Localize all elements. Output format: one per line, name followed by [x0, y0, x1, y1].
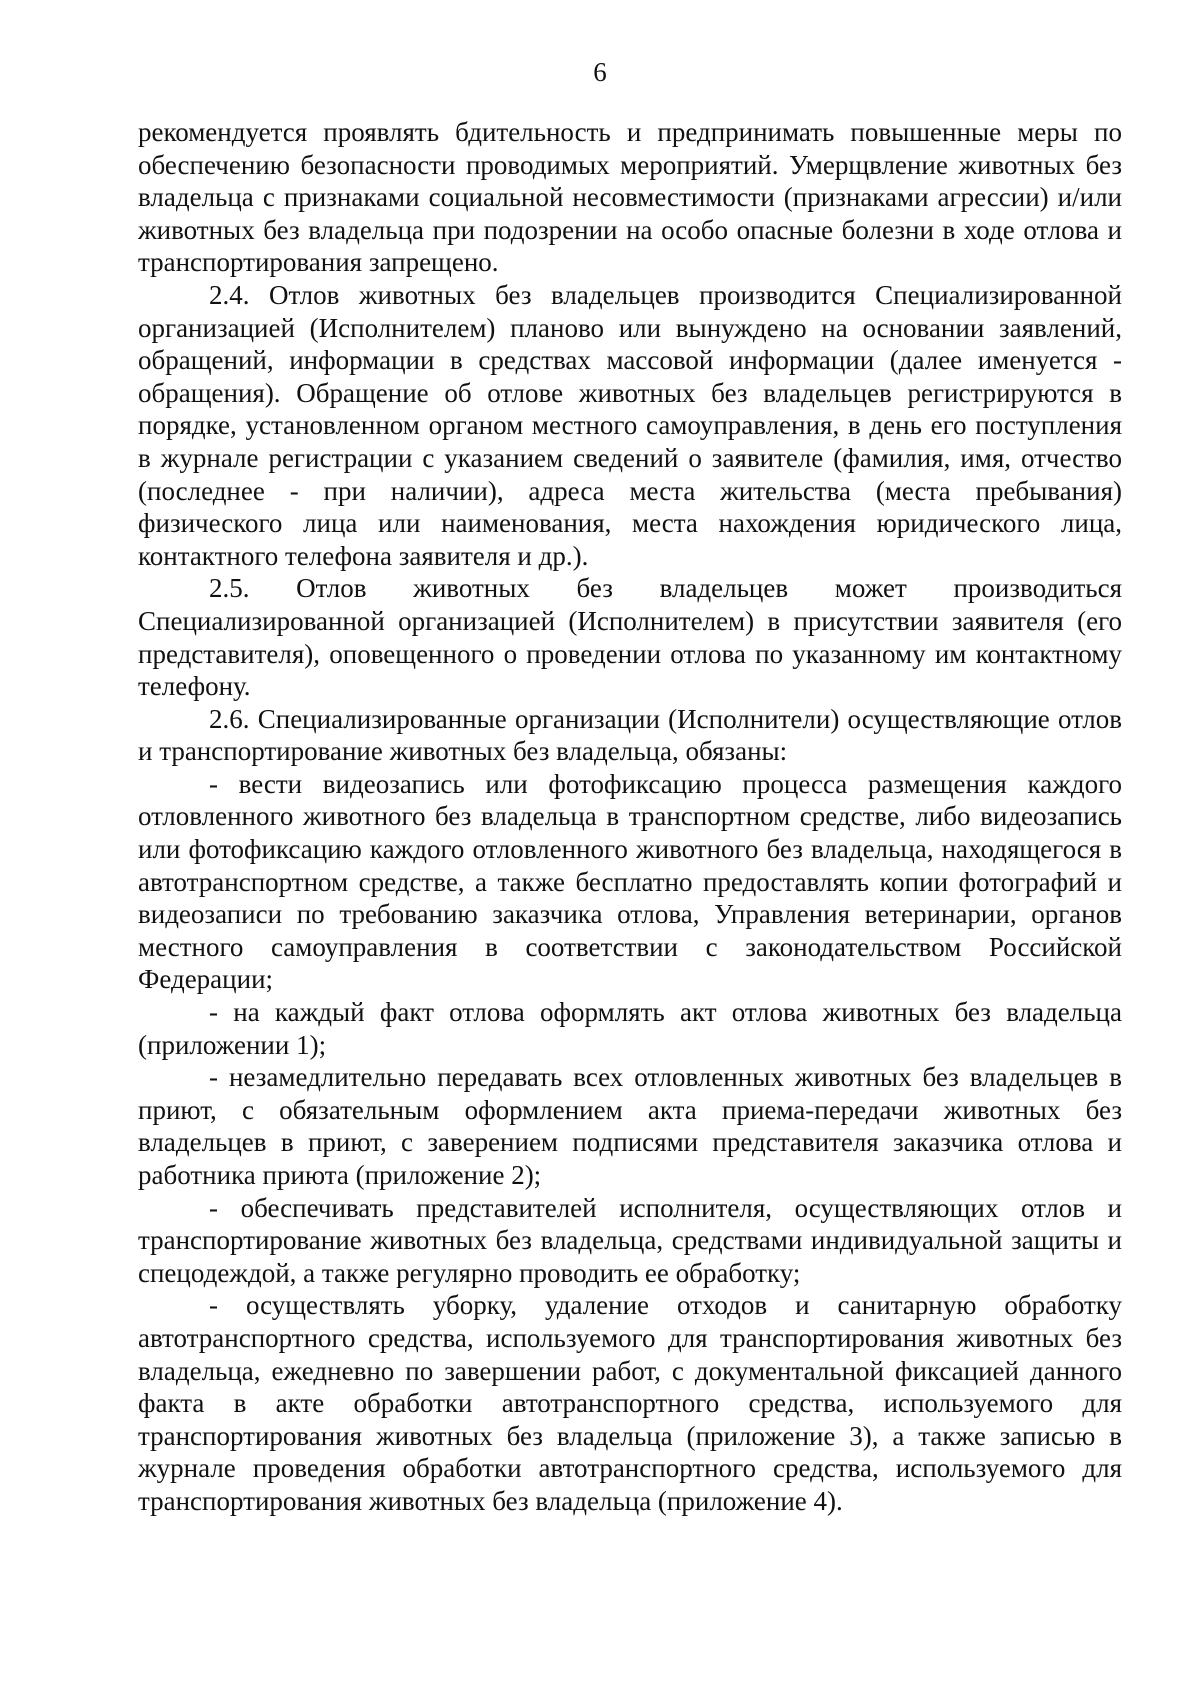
page-number: 6 — [593, 57, 607, 87]
list-item-vehicle-sanitation: - осуществлять уборку, удаление отходов и санитарную обработку автотранспортного средства, используемого для транспортирования животных без владельца, ежедневно по завершении работ, с документальной фиксацией данного факта в акте обработки автотранспортного средства, используемого для транспортирования животных без владельца (приложение 3), а также записью в журнале проведения обработки автотранспортного средства, используемого для транспортирования животных без владельца (приложение 4). — [138, 1290, 1122, 1516]
paragraph-2-4: 2.4. Отлов животных без владельцев производится Специализированной организацией (Исполнителем) планово или вынуждено на основании заявлений, обращений, информации в средствах массовой информации (далее именуется - обращения). Обращение об отлове животных без владельцев регистрируются в порядке, установленном органом местного самоуправления, в день его поступления в журнале регистрации с указанием сведений о заявителе (фамилия, имя, отчество (последнее - при наличии), адреса места жительства (места пребывания) физического лица или наименования, места нахождения юридического лица, контактного телефона заявителя и др.). — [138, 279, 1122, 571]
paragraph-continuation: рекомендуется проявлять бдительность и предпринимать повышенные меры по обеспечению безопасности проводимых мероприятий. Умерщвление животных без владельца с признаками социальной несовместимости (признаками агрессии) и/или животных без владельца при подозрении на особо опасные болезни в ходе отлова и транспортирования запрещено. — [138, 117, 1122, 278]
document-body — [138, 116, 1122, 1518]
list-item-video-recording: - вести видеозапись или фотофиксацию процесса размещения каждого отловленного животного без владельца в транспортном средстве, либо видеозапись или фотофиксацию каждого отловленного животного без владельца, находящегося в автотранспортном средстве, а также бесплатно предоставлять копии фотографий и видеозаписи по требованию заказчика отлова, Управления ветеринарии, органов местного самоуправления в соответствии с законодательством Российской Федерации; — [138, 768, 1122, 995]
paragraph-2-5: 2.5. Отлов животных без владельцев может производиться Специализированной организацией (Исполнителем) в присутствии заявителя (его представителя), оповещенного о проведении отлова по указанному им контактному телефону. — [138, 573, 1122, 702]
paragraph-2-6: 2.6. Специализированные организации (Исполнители) осуществляющие отлов и транспортирование животных без владельца, обязаны: — [138, 703, 1122, 767]
list-item-protective-equipment: - обеспечивать представителей исполнителя, осуществляющих отлов и транспортирование животных без владельца, средствами индивидуальной защиты и спецодеждой, а также регулярно проводить ее обработку; — [138, 1192, 1122, 1288]
list-item-shelter-transfer: - незамедлительно передавать всех отловленных животных без владельцев в приют, с обязательным оформлением акта приема-передачи животных без владельцев в приют, с заверением подписями представителя заказчика отлова и работника приюта (приложение 2); — [138, 1062, 1122, 1190]
list-item-capture-act: - на каждый факт отлова оформлять акт отлова животных без владельца (приложении 1); — [138, 997, 1122, 1060]
